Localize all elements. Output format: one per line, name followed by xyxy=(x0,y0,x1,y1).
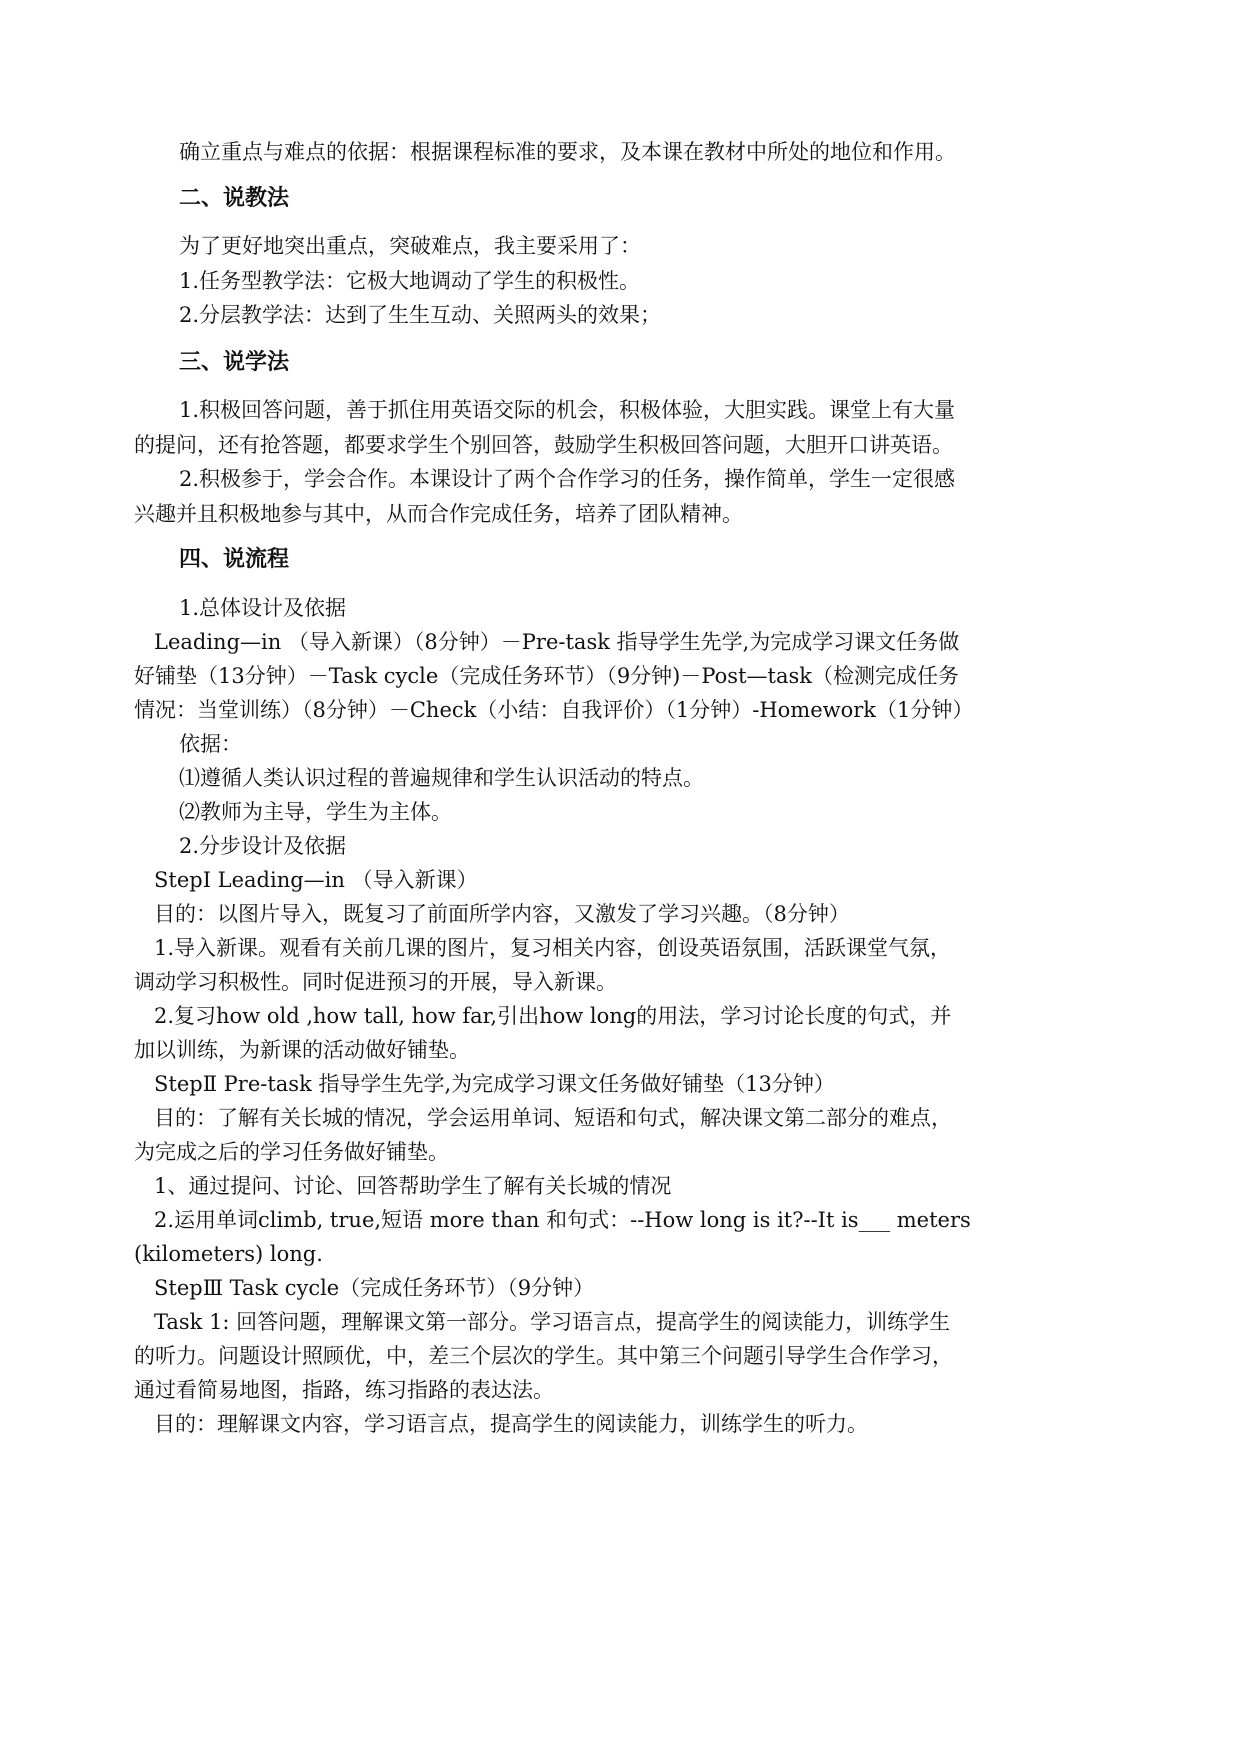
task-1-line-1: Task 1: 回答问题，理解课文第一部分。学习语言点，提高学生的阅读能力，训练学生 xyxy=(154,1310,951,1334)
step-2-item-2-line-1: 2.运用单词climb, true,短语 more than 和句式：--How long is it?--It is___ meters xyxy=(154,1208,971,1232)
overall-design-line-3: 情况：当堂训练）（8分钟）－Check（小结：自我评价）（1分钟）-Homework（1分钟） xyxy=(134,698,974,722)
section-heading-process: 四、说流程 xyxy=(179,547,290,572)
step-2-item-1: 1、通过提问、讨论、回答帮助学生了解有关长城的情况 xyxy=(154,1174,672,1198)
learning-method-2-line-1: 2.积极参于，学会合作。本课设计了两个合作学习的任务，操作简单，学生一定很感 xyxy=(179,467,956,491)
step-1-item-2-line-2: 加以训练，为新课的活动做好铺垫。 xyxy=(134,1038,470,1062)
overall-design-line-2: 好铺垫（13分钟）－Task cycle（完成任务环节）（9分钟)－Post—task（检测完成任务 xyxy=(134,664,959,688)
step-1-item-1-line-2: 调动学习积极性。同时促进预习的开展，导入新课。 xyxy=(134,970,617,994)
step-2-heading: StepⅡ Pre-task 指导学生先学,为完成学习课文任务做好铺垫（13分钟） xyxy=(154,1072,835,1096)
overall-design-title: 1.总体设计及依据 xyxy=(179,596,347,620)
learning-method-1-line-2: 的提问，还有抢答题，都要求学生个别回答，鼓励学生积极回答问题，大胆开口讲英语。 xyxy=(134,433,953,457)
basis-item-2: ⑵教师为主导，学生为主体。 xyxy=(179,800,452,824)
step-1-purpose: 目的：以图片导入，既复习了前面所学内容，又激发了学习兴趣。（8分钟） xyxy=(154,902,850,926)
step-2-purpose-line-2: 为完成之后的学习任务做好铺垫。 xyxy=(134,1140,449,1164)
step-1-item-2-line-1: 2.复习how old ,how tall, how far,引出how long的用法，学习讨论长度的句式，并 xyxy=(154,1004,952,1028)
teaching-method-item-2: 2.分层教学法：达到了生生互动、关照两头的效果； xyxy=(179,303,662,327)
step-1-heading: StepⅠ Leading—in （导入新课） xyxy=(154,868,478,892)
task-1-purpose: 目的：理解课文内容，学习语言点，提高学生的阅读能力，训练学生的听力。 xyxy=(154,1412,868,1436)
step-1-item-1-line-1: 1.导入新课。观看有关前几课的图片，复习相关内容，创设英语氛围，活跃课堂气氛， xyxy=(154,936,952,960)
step-3-heading: StepⅢ Task cycle（完成任务环节）（9分钟） xyxy=(154,1276,595,1300)
section-heading-teaching-method: 二、说教法 xyxy=(179,186,290,211)
step-2-purpose-line-1: 目的：了解有关长城的情况，学会运用单词、短语和句式，解决课文第二部分的难点， xyxy=(154,1106,952,1130)
learning-method-2-line-2: 兴趣并且积极地参与其中，从而合作完成任务，培养了团队精神。 xyxy=(134,502,743,526)
teaching-method-item-1: 1.任务型教学法：它极大地调动了学生的积极性。 xyxy=(179,269,641,293)
teaching-method-intro: 为了更好地突出重点，突破难点，我主要采用了： xyxy=(179,234,641,258)
task-1-line-3: 通过看简易地图，指路，练习指路的表达法。 xyxy=(134,1378,554,1402)
basis-item-1: ⑴遵循人类认识过程的普遍规律和学生认识活动的特点。 xyxy=(179,766,704,790)
task-1-line-2: 的听力。问题设计照顾优，中，差三个层次的学生。其中第三个问题引导学生合作学习， xyxy=(134,1344,953,1368)
basis-label: 依据： xyxy=(179,732,242,756)
step-design-title: 2.分步设计及依据 xyxy=(179,834,347,858)
learning-method-1-line-1: 1.积极回答问题，善于抓住用英语交际的机会，积极体验，大胆实践。课堂上有大量 xyxy=(179,398,956,422)
section-heading-learning-method: 三、说学法 xyxy=(179,350,290,375)
step-2-item-2-line-2: (kilometers) long. xyxy=(134,1242,323,1266)
overall-design-line-1: Leading—in （导入新课）（8分钟）－Pre-task 指导学生先学,为完成学习课文任务做 xyxy=(154,630,960,654)
basis-of-key-points: 确立重点与难点的依据：根据课程标准的要求，及本课在教材中所处的地位和作用。 xyxy=(179,140,956,164)
